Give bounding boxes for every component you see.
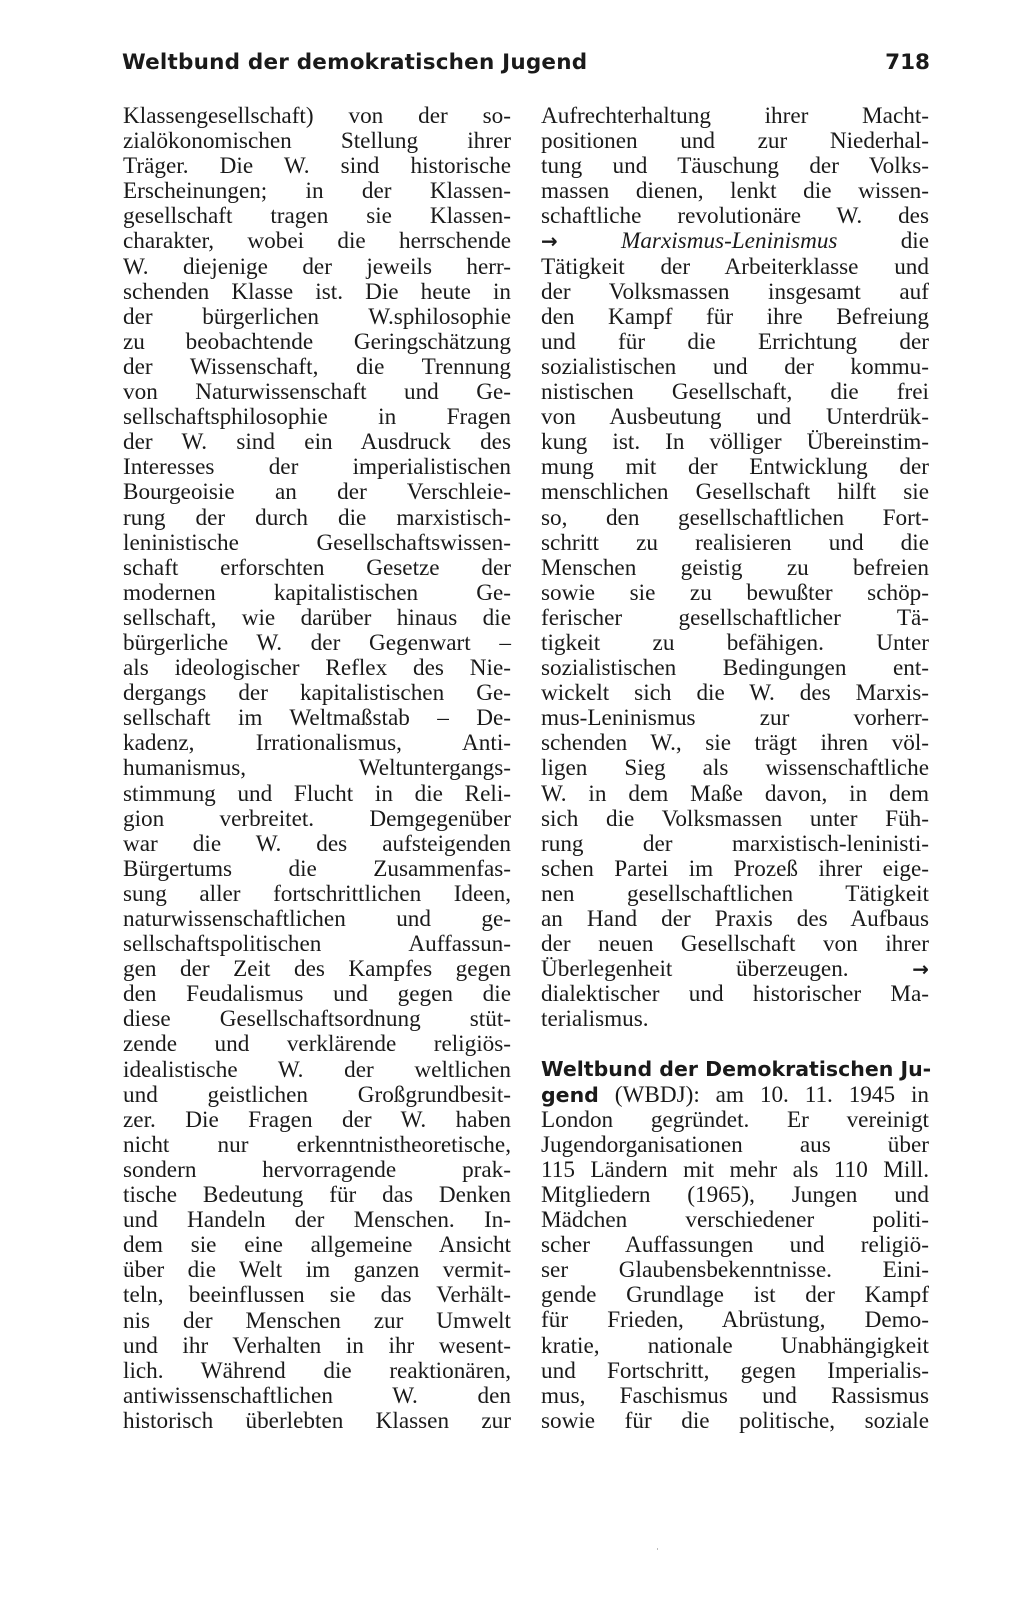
right-column <box>541 103 932 1434</box>
text-line: den Feudalismus und gegen die <box>123 981 511 1008</box>
cross-reference-term: dialektischer und historischer Ma- <box>541 981 929 1008</box>
text-line: idealistische W. der weltlichen <box>123 1056 511 1083</box>
text-line: sozialistischen und der kommu- <box>541 353 929 380</box>
text-line: kung ist. In völliger Übereinstim- <box>541 429 929 456</box>
running-head: Weltbund der demokratischen Jugend <box>122 50 588 75</box>
text-line: 115 Ländern mit mehr als 110 Mill. <box>541 1156 929 1183</box>
cross-reference-arrow-icon: → <box>541 229 558 254</box>
text-line: rung der durch die marxistisch- <box>123 504 511 531</box>
entry-separator <box>541 1032 929 1057</box>
text-line: naturwissenschaftlichen und ge- <box>123 906 511 932</box>
text-line: sung aller fortschrittlichen Ideen, <box>123 880 511 907</box>
text-line: Klassengesellschaft) von der so- <box>123 103 511 129</box>
text-line: und geistlichen Großgrundbesit- <box>123 1081 511 1108</box>
cross-reference-lead: Überlegenheit überzeugen. <box>541 956 849 983</box>
right-column-text-part2 <box>541 255 929 958</box>
text-line: Mitgliedern (1965), Jungen und <box>541 1181 929 1208</box>
text-line: der bürgerlichen W.sphilosophie <box>123 303 511 330</box>
text-line: W. diejenige der jeweils herr- <box>123 253 511 280</box>
entry-text: (WBDJ): am 10. 11. 1945 in <box>614 1081 930 1108</box>
text-line: schenden W., sie trägt ihren völ- <box>541 730 929 757</box>
text-line: Menschen geistig zu befreien <box>541 554 929 581</box>
text-line: und Fortschritt, gegen Imperialis- <box>541 1357 929 1384</box>
text-line: tigkeit zu befähigen. Unter <box>541 629 929 656</box>
cross-reference-term: Marxismus-Leninismus <box>621 228 838 255</box>
text-line: an Hand der Praxis des Aufbaus <box>541 906 929 932</box>
text-line: so, den gesellschaftlichen Fort- <box>541 504 929 531</box>
text-line: gende Grundlage ist der Kampf <box>541 1282 929 1309</box>
text-line: nis der Menschen zur Umwelt <box>123 1307 511 1334</box>
text-line: gen der Zeit des Kampfes gegen <box>123 956 511 983</box>
cross-reference-line <box>541 957 929 982</box>
text-line: charakter, wobei die herrschende <box>123 228 511 255</box>
text-line: sellschaft, wie darüber hinaus die <box>123 604 511 631</box>
text-line: Interesses der imperialistischen <box>123 454 511 481</box>
text-line: sellschaftsphilosophie in Fragen <box>123 404 511 431</box>
text-line: W. in dem Maße davon, in dem <box>541 780 929 807</box>
left-column <box>123 104 511 1434</box>
text-line: wickelt sich die W. des Marxis- <box>541 680 929 707</box>
text-line: Bourgeoisie an der Verschleie- <box>123 479 511 506</box>
text-line: Mädchen verschiedener politi- <box>541 1207 929 1234</box>
cross-reference-tail: die <box>900 228 930 255</box>
right-column-text-part1 <box>541 104 929 229</box>
text-line: der Volksmassen insgesamt auf <box>541 278 929 305</box>
text-line: diese Gesellschaftsordnung stüt- <box>123 1006 511 1033</box>
text-line: nistischen Gesellschaft, die frei <box>541 379 929 406</box>
text-line: sowie sie zu bewußter schöp- <box>541 579 929 606</box>
entry-headword: Weltbund der Demokratischen Ju- <box>541 1057 932 1082</box>
text-line: schenden Klasse ist. Die heute in <box>123 278 511 305</box>
text-line: und für die Errichtung der <box>541 328 929 355</box>
text-line: nen gesellschaftlichen Tätigkeit <box>541 880 929 907</box>
text-line: der Wissenschaft, die Trennung <box>123 353 511 380</box>
text-line: der W. sind ein Ausdruck des <box>123 429 511 456</box>
text-line: sozialistischen Bedingungen ent- <box>541 655 929 682</box>
text-line: menschlichen Gesellschaft hilft sie <box>541 479 929 506</box>
dictionary-entry <box>541 1057 932 1434</box>
text-line: sellschaftspolitischen Auffassun- <box>123 931 511 958</box>
page-number: 718 <box>885 50 930 75</box>
text-line: mung mit der Entwicklung der <box>541 454 929 481</box>
text-line: gion verbreitet. Demgegenüber <box>123 805 511 832</box>
entry-headword-line <box>541 1083 929 1108</box>
text-line: sondern hervorragende prak- <box>123 1156 511 1183</box>
text-line: sowie für die politische, soziale <box>541 1407 929 1434</box>
cross-reference-term: terialismus. <box>541 1006 649 1033</box>
text-line: sellschaft im Weltmaßstab – De- <box>123 705 511 732</box>
text-line: den Kampf für ihre Befreiung <box>541 303 929 330</box>
text-line: mus-Leninismus zur vorherr- <box>541 705 929 732</box>
text-line: dergangs der kapitalistischen Ge- <box>123 680 511 707</box>
text-line: antiwissenschaftlichen W. den <box>123 1382 511 1409</box>
text-line: positionen und zur Niederhal- <box>541 128 929 155</box>
text-line: zialökonomischen Stellung ihrer <box>123 128 511 155</box>
text-line: modernen kapitalistischen Ge- <box>123 579 511 606</box>
scan-speck: ˙ <box>655 1548 660 1559</box>
entry-headword: gend <box>541 1082 599 1107</box>
text-line: ligen Sieg als wissenschaftliche <box>541 755 929 782</box>
text-line: scher Auffassungen und religiö- <box>541 1232 929 1259</box>
cross-reference-arrow-icon: → <box>912 957 929 982</box>
text-line: schritt zu realisieren und die <box>541 529 929 556</box>
text-line: ferischer gesellschaftlicher Tä- <box>541 604 929 631</box>
text-line: bürgerliche W. der Gegenwart – <box>123 629 511 656</box>
text-line: als ideologischer Reflex des Nie- <box>123 655 511 682</box>
text-line: Tätigkeit der Arbeiterklasse und <box>541 253 929 280</box>
text-line: von Naturwissenschaft und Ge- <box>123 379 511 406</box>
text-line: Jugendorganisationen aus über <box>541 1131 929 1158</box>
text-line: sich die Volksmassen unter Füh- <box>541 805 929 832</box>
text-line: von Ausbeutung und Unterdrük- <box>541 404 929 431</box>
text-line: lich. Während die reaktionären, <box>123 1357 511 1384</box>
text-line: schen Partei im Prozeß ihrer eige- <box>541 855 929 882</box>
text-line: leninistische Gesellschaftswissen- <box>123 529 511 556</box>
text-line: war die W. des aufsteigenden <box>123 830 511 857</box>
text-line: gesellschaft tragen sie Klassen- <box>123 203 511 230</box>
text-line: Aufrechterhaltung ihrer Macht- <box>541 103 929 129</box>
text-line: zer. Die Fragen der W. haben <box>123 1106 511 1133</box>
text-line: Träger. Die W. sind historische <box>123 153 511 180</box>
text-line: der neuen Gesellschaft von ihrer <box>541 931 929 958</box>
text-line: Erscheinungen; in der Klassen- <box>123 178 511 205</box>
text-line: schaft erforschten Gesetze der <box>123 554 511 581</box>
cross-reference-line <box>541 229 929 254</box>
text-line: zende und verklärende religiös- <box>123 1031 511 1058</box>
text-line: und ihr Verhalten in ihr wesent- <box>123 1332 511 1359</box>
text-line: dem sie eine allgemeine Ansicht <box>123 1232 511 1259</box>
text-line: ser Glaubensbekenntnisse. Eini- <box>541 1257 929 1284</box>
page-header <box>122 50 930 84</box>
text-line: über die Welt im ganzen vermit- <box>123 1257 511 1284</box>
text-line: teln, beeinflussen sie das Verhält- <box>123 1282 511 1309</box>
text-line: rung der marxistisch-leninisti- <box>541 830 929 857</box>
text-line: kadenz, Irrationalismus, Anti- <box>123 730 511 757</box>
text-line: stimmung und Flucht in die Reli- <box>123 780 511 807</box>
text-line: nicht nur erkenntnistheoretische, <box>123 1131 511 1158</box>
text-line: mus, Faschismus und Rassismus <box>541 1382 929 1409</box>
text-line: zu beobachtende Geringschätzung <box>123 328 511 355</box>
text-line: für Frieden, Abrüstung, Demo- <box>541 1307 929 1334</box>
text-line: humanismus, Weltuntergangs- <box>123 755 511 782</box>
text-line: tung und Täuschung der Volks- <box>541 153 929 180</box>
text-line: kratie, nationale Unabhängigkeit <box>541 1332 929 1359</box>
entry-body <box>541 1108 929 1434</box>
text-line: und Handeln der Menschen. In- <box>123 1207 511 1234</box>
text-line: London gegründet. Er vereinigt <box>541 1106 929 1133</box>
text-line: Bürgertums die Zusammenfas- <box>123 855 511 882</box>
text-line: massen dienen, lenkt die wissen- <box>541 178 929 205</box>
text-line: tische Bedeutung für das Denken <box>123 1182 511 1209</box>
text-line: schaftliche revolutionäre W. des <box>541 203 929 230</box>
text-line: historisch überlebten Klassen zur <box>123 1407 511 1434</box>
